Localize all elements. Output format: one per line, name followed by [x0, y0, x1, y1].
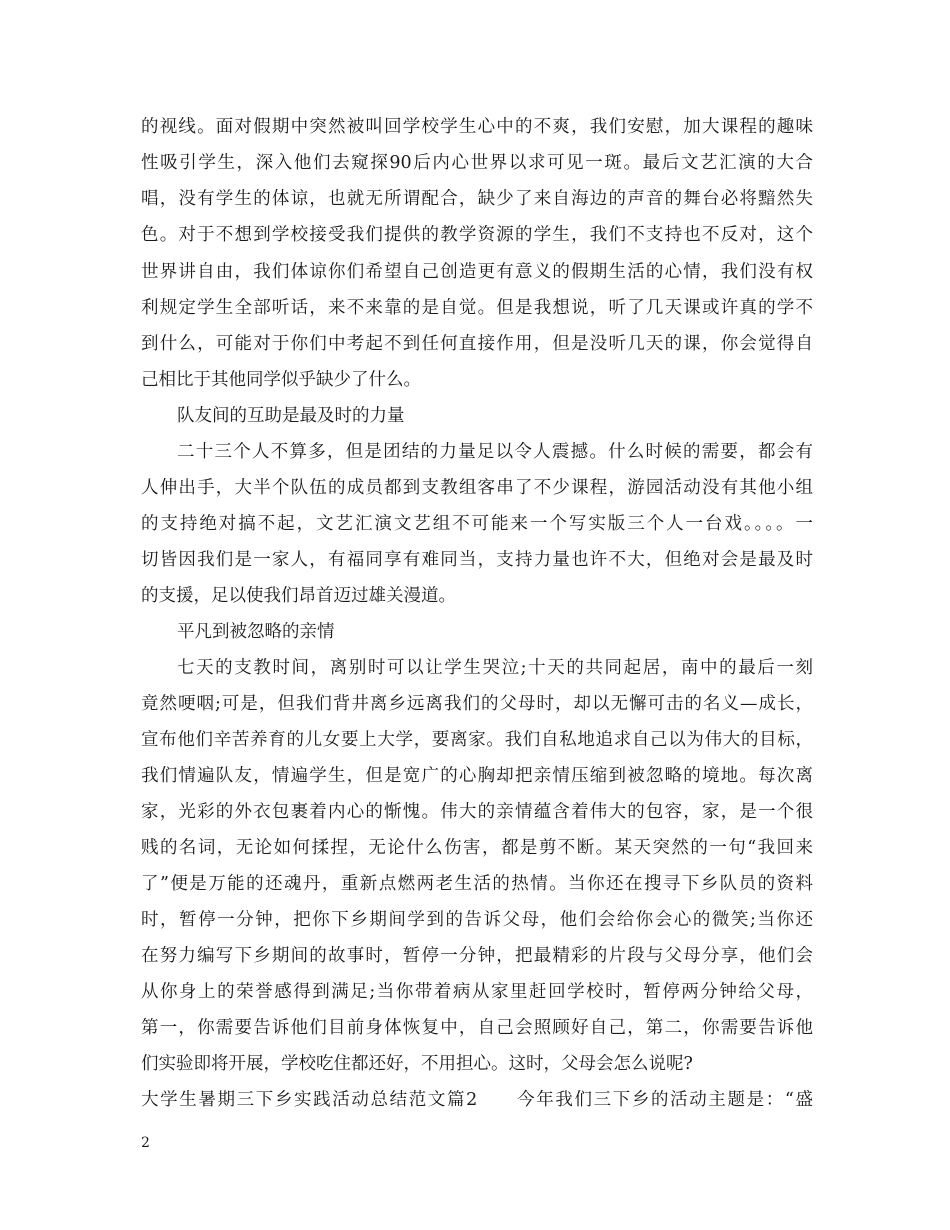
text-line: 我们情遍队友，情遍学生，但是宽广的心胸却把亲情压缩到被忽略的境地。每次离	[141, 766, 813, 786]
text-line: 宣布他们辛苦养育的儿女要上大学，要离家。我们自私地追求自己以为伟大的目标，	[141, 730, 813, 750]
text-line: 时，暂停一分钟，把你下乡期间学到的告诉父母，他们会给你会心的微笑;当你还	[141, 910, 813, 930]
text-line: 了”便是万能的还魂丹，重新点燃两老生活的热情。当你还在搜寻下乡队员的资料	[141, 874, 813, 894]
section-heading: 平凡到被忽略的亲情	[177, 622, 335, 642]
text-line: 性吸引学生，深入他们去窥探90后内心世界以求可见一斑。最后文艺汇演的大合	[141, 153, 813, 173]
text-line: 七天的支教时间，离别时可以让学生哭泣;十天的共同起居，南中的最后一刻	[177, 658, 813, 678]
text-line: 己相比于其他同学似乎缺少了什么。	[141, 370, 421, 390]
text-line: 大学生暑期三下乡实践活动总结范文篇2 今年我们三下乡的活动主题是：“盛	[141, 1090, 813, 1110]
text-line: 在努力编写下乡期间的故事时，暂停一分钟，把最精彩的片段与父母分享，他们会	[141, 946, 813, 966]
text-line: 切皆因我们是一家人，有福同享有难同当，支持力量也许不大，但绝对会是最及时	[141, 550, 813, 570]
text-line: 二十三个人不算多，但是团结的力量足以令人震撼。什么时候的需要，都会有	[177, 442, 813, 462]
page-number: 2	[141, 1135, 150, 1151]
text-line: 人伸出手，大半个队伍的成员都到支教组客串了不少课程，游园活动没有其他小组	[141, 478, 813, 498]
text-line: 的支持绝对搞不起，文艺汇演文艺组不可能来一个写实版三个人一台戏。。。。一	[141, 514, 813, 534]
text-line: 从你身上的荣誉感得到满足;当你带着病从家里赶回学校时，暂停两分钟给父母，	[141, 982, 813, 1002]
text-line: 唱，没有学生的体谅，也就无所谓配合，缺少了来自海边的声音的舞台必将黯然失	[141, 189, 813, 209]
text-line: 家，光彩的外衣包裹着内心的惭愧。伟大的亲情蕴含着伟大的包容，家，是一个很	[141, 802, 813, 822]
text-line: 们实验即将开展，学校吃住都还好，不用担心。这时，父母会怎么说呢?	[141, 1054, 693, 1074]
text-line: 世界讲自由，我们体谅你们希望自己创造更有意义的假期生活的心情，我们没有权	[141, 262, 813, 282]
text-line: 贱的名词，无论如何揉捏，无论什么伤害，都是剪不断。某天突然的一句“我回来	[141, 838, 813, 858]
text-line: 第一，你需要告诉他们目前身体恢复中，自己会照顾好自己，第二，你需要告诉他	[141, 1018, 813, 1038]
text-line: 到什么，可能对于你们中考起不到任何直接作用，但是没听几天的课，你会觉得自	[141, 334, 813, 354]
text-line: 的视线。面对假期中突然被叫回学校学生心中的不爽，我们安慰，加大课程的趣味	[141, 117, 813, 137]
section-heading: 队友间的互助是最及时的力量	[177, 406, 405, 426]
text-line: 利规定学生全部听话，来不来靠的是自觉。但是我想说，听了几天课或许真的学不	[141, 298, 813, 318]
text-line: 竟然哽咽;可是，但我们背井离乡远离我们的父母时，却以无懈可击的名义—成长，	[141, 694, 813, 714]
text-line: 的支援，足以使我们昂首迈过雄关漫道。	[141, 586, 456, 606]
text-line: 色。对于不想到学校接受我们提供的教学资源的学生，我们不支持也不反对，这个	[141, 225, 813, 245]
